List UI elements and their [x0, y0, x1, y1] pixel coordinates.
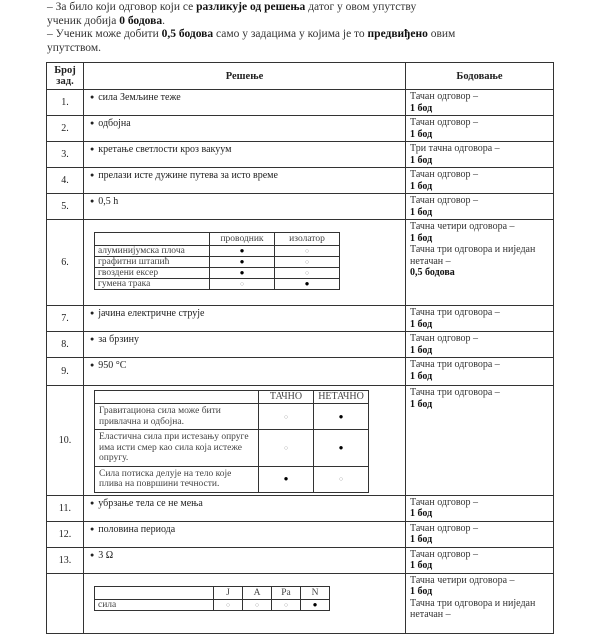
task-number: 9. [47, 358, 84, 386]
scoring-cell [406, 495, 554, 521]
table-row [47, 547, 554, 573]
subtable-row [95, 257, 340, 268]
answer-text: ● јачина електричне струје [90, 308, 205, 319]
scoring-text: Тачан одговор – [410, 91, 479, 102]
scoring-points: 1 бод [410, 398, 433, 410]
subtable-row-label: гумена трака [95, 279, 210, 290]
task-number: 12. [47, 521, 84, 547]
subtable-row-label: Гравитациона сила може бити привлачна и одбојна. [95, 404, 259, 430]
scoring-cell [406, 220, 554, 306]
answer-subtable [94, 390, 369, 493]
table-row [47, 220, 554, 306]
scoring-text: Тачан одговор – [410, 117, 479, 128]
subtable-corner [95, 586, 214, 599]
empty-circle-icon: ○ [239, 280, 245, 288]
instruction-line-1: – За било који одговор који се разликује од решења датог у овом упутству [47, 1, 417, 13]
instructions [47, 1, 567, 55]
scoring-text: Три тачна одговора – [410, 143, 500, 154]
subtable-header-row [95, 233, 340, 246]
filled-circle-icon: ● [239, 268, 245, 277]
scoring-cell [406, 194, 554, 220]
subtable-row-label: Еластична сила при истезању опруге има исти смер као сила која истеже опругу. [95, 430, 259, 467]
scoring-cell [406, 386, 554, 496]
subtable-header-row [95, 391, 369, 404]
subtable-mark-cell [272, 599, 301, 610]
scoring-text: Тачна четири одговора – [410, 221, 515, 232]
subtable-mark-cell [214, 599, 243, 610]
scoring-text: Тачна три одговора – [410, 359, 500, 370]
subtable-mark-cell [275, 268, 340, 279]
subtable-column-header: проводник [210, 233, 275, 246]
subtable-row-label: сила [95, 599, 214, 610]
subtable-row-label: гвоздени ексер [95, 268, 210, 279]
scoring-points: 1 бод [410, 180, 433, 192]
subtable-mark-cell [210, 279, 275, 290]
empty-circle-icon: ○ [254, 600, 260, 609]
subtable-header-row [95, 586, 330, 599]
header-scoring: Бодовање [406, 63, 554, 90]
scoring-cell [406, 573, 554, 633]
scoring-text: Тачан одговор – [410, 169, 479, 180]
table-body [47, 90, 554, 634]
task-number: 1. [47, 90, 84, 116]
empty-circle-icon: ○ [283, 600, 289, 609]
scoring-points: 1 бод [410, 128, 433, 140]
scoring-points: 1 бод [410, 586, 433, 597]
task-number: 2. [47, 116, 84, 142]
subtable-mark-cell [259, 466, 314, 492]
scoring-cell [406, 90, 554, 116]
task-number: 4. [47, 168, 84, 194]
task-number: 8. [47, 332, 84, 358]
answer-subtable [94, 586, 330, 611]
scoring-text: Тачна четири одговора – [410, 574, 515, 586]
subtable-column-header: A [243, 586, 272, 599]
subtable-mark-cell [259, 430, 314, 467]
task-number [47, 573, 84, 633]
table-row [47, 358, 554, 386]
subtable-row [95, 599, 330, 610]
solution-cell [84, 386, 406, 496]
scoring-points: 1 бод [410, 560, 433, 571]
scoring-cell [406, 142, 554, 168]
answer-text: ● за брзину [90, 334, 139, 345]
filled-circle-icon: ● [312, 599, 318, 609]
subtable-row-label: алуминијумска плоча [95, 246, 210, 257]
scoring-points: 1 бод [410, 508, 433, 519]
solution-cell [84, 495, 406, 521]
filled-circle-icon: ● [283, 474, 289, 483]
solution-cell [84, 90, 406, 116]
scoring-text: Тачан одговор – [410, 522, 479, 534]
subtable-mark-cell [210, 268, 275, 279]
subtable-row [95, 268, 340, 279]
task-number: 6. [47, 220, 84, 306]
answer-text: ● 3 Ω [90, 550, 113, 561]
subtable-mark-cell [243, 599, 272, 610]
answer-text: ● одбојна [90, 118, 131, 129]
answer-text: ● сила Земљине теже [90, 92, 181, 103]
task-number: 3. [47, 142, 84, 168]
scoring-cell [406, 358, 554, 386]
solution-cell [84, 142, 406, 168]
filled-circle-icon: ● [338, 442, 344, 452]
subtable-column-header: изолатор [275, 233, 340, 246]
scoring-text: Тачан одговор – [410, 548, 479, 560]
solution-cell [84, 358, 406, 386]
scoring-cell [406, 547, 554, 573]
empty-circle-icon: ○ [338, 475, 344, 483]
solution-cell [84, 521, 406, 547]
subtable-column-header: НЕТАЧНО [314, 391, 369, 404]
scoring-text: Тачна три одговора – [410, 307, 500, 318]
table-row [47, 495, 554, 521]
table-row [47, 332, 554, 358]
scoring-text: Тачан одговор – [410, 333, 479, 344]
table-header-row [47, 63, 554, 90]
subtable-mark-cell [275, 257, 340, 268]
table-row [47, 116, 554, 142]
scoring-text: Тачна три одговора – [410, 387, 500, 398]
answer-text: ● убрзање тела се не мења [90, 498, 203, 509]
filled-circle-icon: ● [239, 257, 245, 266]
empty-circle-icon: ○ [283, 412, 289, 421]
scoring-points: 1 бод [410, 344, 433, 356]
empty-circle-icon: ○ [304, 269, 310, 277]
table-row [47, 306, 554, 332]
answer-text: ● половина периода [90, 524, 175, 535]
scoring-points-partial: 0,5 бодова [410, 267, 455, 278]
table-row [47, 521, 554, 547]
solution-cell [84, 168, 406, 194]
empty-circle-icon: ○ [304, 258, 310, 266]
scoring-text-partial: Тачна три одговора и ниједан нетачан – [410, 597, 536, 620]
scoring-text: Тачан одговор – [410, 195, 479, 206]
subtable-column-header: N [301, 586, 330, 599]
empty-circle-icon: ○ [225, 600, 231, 609]
subtable-row-label: Сила потиска делује на тело које плива на површини течности. [95, 466, 259, 492]
solution-cell [84, 573, 406, 633]
table-row [47, 573, 554, 633]
solution-cell [84, 194, 406, 220]
subtable-mark-cell [314, 404, 369, 430]
subtable-row [95, 466, 369, 492]
solution-cell [84, 220, 406, 306]
filled-circle-icon: ● [239, 246, 245, 255]
scoring-table [46, 62, 554, 634]
subtable-corner [95, 391, 259, 404]
scoring-points: 1 бод [410, 154, 433, 166]
header-task-number: Број зад. [47, 63, 84, 90]
solution-cell [84, 332, 406, 358]
scoring-points: 1 бод [410, 534, 433, 545]
subtable-row [95, 246, 340, 257]
scoring-text-partial: Тачна три одговора и ниједан нетачан – [410, 244, 536, 267]
task-number: 13. [47, 547, 84, 573]
subtable-row-label: графитни штапић [95, 257, 210, 268]
instruction-line-2: ученик добија 0 бодова. [47, 14, 165, 27]
scoring-points: 1 бод [410, 370, 433, 382]
scoring-cell [406, 116, 554, 142]
subtable-row [95, 430, 369, 467]
empty-circle-icon: ○ [283, 443, 289, 452]
solution-cell [84, 547, 406, 573]
instruction-line-3: – Ученик може добити 0,5 бодова само у задацима у којима је то предвиђено овим [47, 28, 456, 40]
instruction-line-4: упутством. [47, 41, 101, 54]
subtable-column-header: J [214, 586, 243, 599]
subtable-column-header: ТАЧНО [259, 391, 314, 404]
subtable-mark-cell [275, 279, 340, 290]
answer-subtable [94, 232, 340, 290]
answer-text: ● кретање светлости кроз вакуум [90, 144, 231, 155]
subtable-mark-cell [275, 246, 340, 257]
subtable-mark-cell [301, 599, 330, 610]
answer-text: ● прелази исте дужине путева за исто време [90, 170, 278, 181]
scoring-points: 1 бод [410, 232, 433, 244]
filled-circle-icon: ● [338, 411, 344, 421]
answer-text: ● 950 °C [90, 360, 126, 371]
table-row [47, 194, 554, 220]
subtable-row [95, 279, 340, 290]
filled-circle-icon: ● [304, 279, 310, 288]
scoring-cell [406, 332, 554, 358]
task-number: 11. [47, 495, 84, 521]
subtable-mark-cell [314, 466, 369, 492]
table-row [47, 90, 554, 116]
scoring-points: 1 бод [410, 318, 433, 330]
table-row [47, 142, 554, 168]
task-number: 7. [47, 306, 84, 332]
scoring-points: 1 бод [410, 206, 433, 218]
header-solution: Решење [84, 63, 406, 90]
task-number: 5. [47, 194, 84, 220]
subtable-row [95, 404, 369, 430]
scoring-cell [406, 521, 554, 547]
table-row [47, 168, 554, 194]
solution-cell [84, 306, 406, 332]
subtable-mark-cell [314, 430, 369, 467]
subtable-mark-cell [210, 246, 275, 257]
subtable-column-header: Pa [272, 586, 301, 599]
scoring-text: Тачан одговор – [410, 496, 479, 508]
subtable-mark-cell [259, 404, 314, 430]
scoring-cell [406, 306, 554, 332]
scoring-points: 1 бод [410, 102, 433, 114]
scoring-cell [406, 168, 554, 194]
empty-circle-icon: ○ [304, 247, 310, 255]
subtable-corner [95, 233, 210, 246]
solution-cell [84, 116, 406, 142]
task-number: 10. [47, 386, 84, 496]
answer-text: ● 0,5 h [90, 196, 118, 207]
table-row [47, 386, 554, 496]
subtable-mark-cell [210, 257, 275, 268]
